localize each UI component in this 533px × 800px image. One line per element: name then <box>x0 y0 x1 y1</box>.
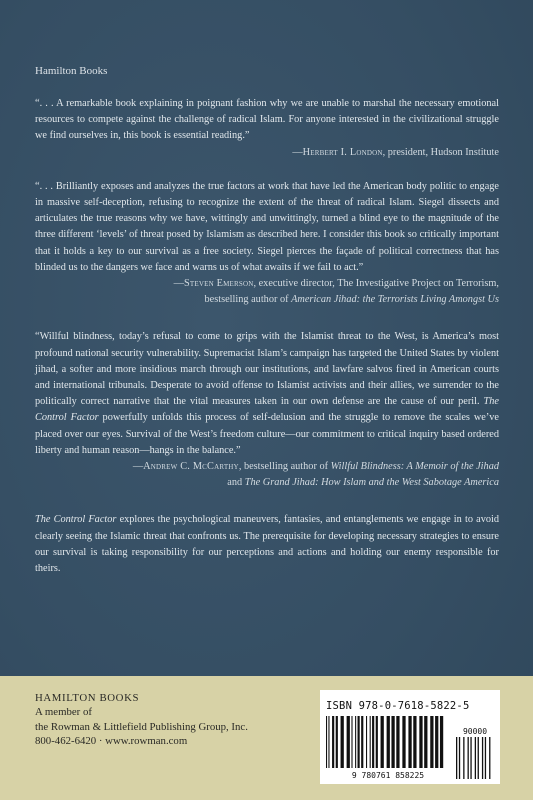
ean-barcode <box>326 716 450 780</box>
barcode-bar <box>366 716 367 768</box>
barcode-bar <box>391 716 394 768</box>
barcode-bar <box>351 716 352 768</box>
barcode-bar <box>440 716 443 768</box>
price-barcode <box>456 726 494 780</box>
barcode-bar <box>430 716 433 768</box>
emerson-book-title: American Jihad: the Terrorists Living Amongst Us <box>291 294 499 306</box>
barcode-bar <box>402 716 405 768</box>
role-london: , president, Hudson Institute <box>382 146 499 158</box>
mccarthy-book-1: Willful Blindness: A Memoir of the Jihad <box>330 461 499 473</box>
barcode-bar <box>413 716 416 768</box>
barcode-bar <box>372 716 374 768</box>
barcode-bar <box>468 737 469 779</box>
author-emerson: Steven Emerson <box>183 278 254 290</box>
quote-emerson: “. . . Brilliantly exposes and analyzes the true factors at work that have led the American body politic to engage in massive self-deception, refusing to recognize the extent of the threat of radical Islam. Siegel dissects and articulates the true reasons why we have, wittingly and unwittingly, turned a blind eye to the magnitude of the three different ‘levels’ of threat posed by Islamism as described here. I consider this book so critically important that it holds a key to our survival as a free society. Siegel pierces the façade of political correctness that has blinded us to the dangers we face and warns us of what awaits if we fail to act.” <box>35 180 499 273</box>
attribution-london: —Herbert I. London, president, Hudson Institute <box>292 146 499 158</box>
barcode-bar <box>336 716 338 768</box>
barcode-bar <box>396 716 399 768</box>
barcode-bar <box>463 737 464 779</box>
barcode-bar <box>355 716 356 768</box>
description-title: The Control Factor <box>35 514 117 526</box>
attribution-mccarthy: —Andrew C. McCarthy, bestselling author of Willful Blindness: A Memoir of the Jihad and The Grand Jihad: How Islam and the West Sabotage America <box>132 461 499 489</box>
publisher-line-2: the Rowman & Littlefield Publishing Group, Inc. <box>35 720 248 733</box>
barcode-bar <box>456 737 457 779</box>
price-code: 90000 <box>462 727 488 736</box>
quote-mccarthy <box>35 329 499 459</box>
barcode-bar <box>459 737 460 779</box>
barcode-bar <box>332 716 334 768</box>
barcode-bar <box>482 737 483 779</box>
book-description <box>35 512 499 577</box>
author-london: Herbert I. London <box>302 146 383 158</box>
barcode-bar <box>470 737 471 779</box>
barcode-bar <box>435 716 438 768</box>
barcode-bar <box>485 737 486 779</box>
publisher-header: Hamilton Books <box>35 65 108 77</box>
barcode-bar <box>381 716 384 768</box>
barcode-bar <box>341 716 344 768</box>
barcode-bar <box>358 716 360 768</box>
barcode-bar <box>387 716 390 768</box>
barcode-bar <box>347 716 350 768</box>
mccarthy-book-ref: The Control Factor <box>35 396 499 424</box>
barcode-panel <box>320 690 500 784</box>
ean-digits: 9 780761 858225 <box>351 771 425 780</box>
barcode-bar <box>478 737 479 779</box>
publisher-line-1: A member of <box>35 706 92 719</box>
barcode-bar <box>376 716 378 768</box>
publisher-footer <box>0 676 533 800</box>
publisher-contact: 800-462-6420 · www.rowman.com <box>35 734 188 747</box>
barcode-bar <box>328 716 329 768</box>
attribution-emerson: —Steven Emerson, executive director, The Investigative Project on Terrorism, bestselling author of American Jihad: the Terrorists Living Amongst Us <box>173 278 499 306</box>
barcode-bar <box>408 716 411 768</box>
mccarthy-prefix: and <box>227 477 245 489</box>
publisher-brand: HAMILTON BOOKS <box>35 692 140 704</box>
emerson-prefix: bestselling author of <box>204 294 292 306</box>
barcode-bar <box>419 716 422 768</box>
mccarthy-text-2: powerfully unfolds this process of self-delusion and the struggle to remove the scales we’ve placed over our eyes. Survival of the West’s freedom culture—our commitment to critical inquiry based ordered liberty and human reason—hangs in the balance.” <box>35 412 499 456</box>
mccarthy-text-1: “Willful blindness, today’s refusal to come to grips with the Islamist threat to the West, is America’s most profound national security vulnerability. Supremacist Islam’s campaign has targeted the United States by violent jihad, a softer and more insidious march through our institutions, and lawfare salvos fired in American courts and international tribunals. Desperate to avoid offense to Islamist activists and their allies, we surrender to the politically correct narrative that the vital measures taken in our own defense are the cause of our peril. <box>35 331 499 408</box>
barcode-bar <box>489 737 490 779</box>
barcode-bar <box>326 716 327 768</box>
quote-london: “. . . A remarkable book explaining in poignant fashion why we are unable to marshal the necessary emotional resources to compete against the challenge of radical Islam. For anyone interested in the civilizational struggle we find ourselves in, this book is essential reading.” <box>35 98 499 142</box>
barcode-bar <box>361 716 363 768</box>
barcode-bar <box>475 737 476 779</box>
blurbs-section <box>35 96 499 577</box>
role-mccarthy: , bestselling author of <box>238 461 331 473</box>
barcode-bar <box>424 716 427 768</box>
isbn-label: ISBN 978-0-7618-5822-5 <box>326 700 470 712</box>
author-mccarthy: Andrew C. McCarthy <box>143 461 239 473</box>
mccarthy-book-2: The Grand Jihad: How Islam and the West Sabotage America <box>244 477 499 489</box>
role-emerson: , executive director, The Investigative Project on Terrorism, <box>253 278 499 290</box>
publisher-info <box>35 691 248 748</box>
barcode-bar <box>370 716 371 768</box>
description-text: explores the psychological maneuvers, fantasies, and entanglements we engage in to avoid clearly seeing the Islamic threat that confronts us. The prerequisite for developing necessary strategies to ensure our survival is taking responsibility for our perceptions and actions and holding our enemy responsible for theirs. <box>35 514 499 575</box>
